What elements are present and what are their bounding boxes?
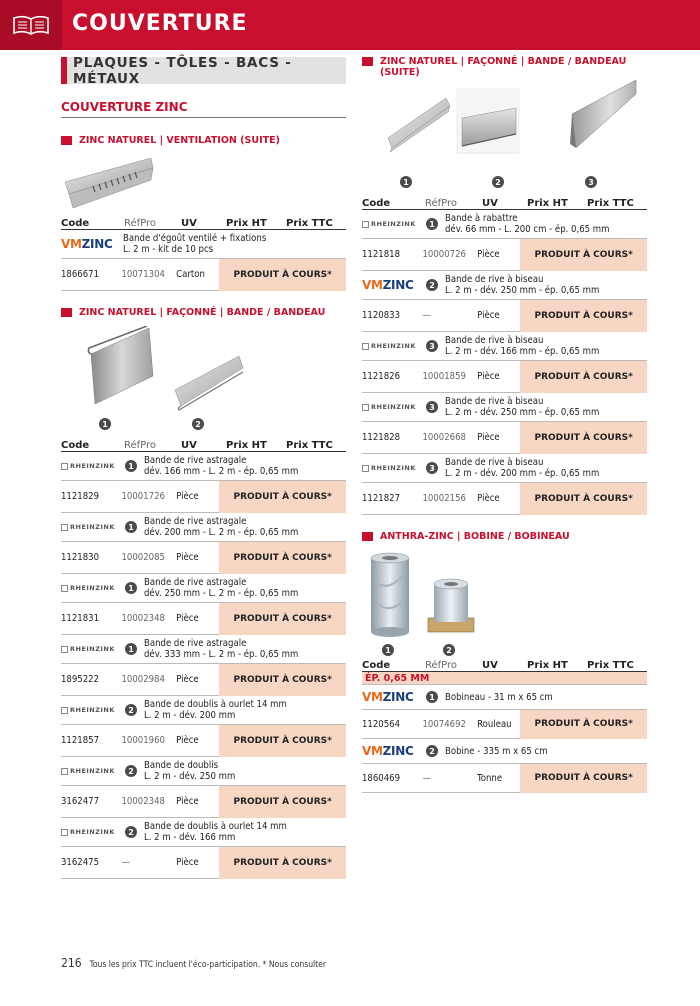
product-number-badge: 1: [125, 582, 137, 594]
header-bar: [0, 0, 700, 50]
product-description: Bande de rive à biseau L. 2 m - dév. 250 mm - ép. 0,65 mm: [445, 274, 600, 296]
right-column: [362, 56, 647, 793]
section-title-ventilation: ZINC NATUREL | VENTILATION (SUITE): [61, 135, 346, 146]
folding-strip-image: [386, 94, 452, 154]
product-code: 1895222: [61, 674, 100, 685]
price-on-request: PRODUIT À COURS*: [219, 847, 346, 879]
product-number-badge: 1: [125, 460, 137, 472]
image-number-3: 3: [585, 176, 597, 188]
product-row: [362, 454, 647, 515]
product-unit: Pièce: [176, 735, 199, 746]
category-title: PLAQUES - TÔLES - BACS - MÉTAUX: [61, 57, 346, 84]
product-row: [61, 818, 346, 879]
price-on-request: PRODUIT À COURS*: [219, 542, 346, 574]
product-ref: —: [422, 772, 432, 784]
product-number-badge: 2: [426, 745, 438, 757]
product-ref: 10002348: [121, 796, 165, 807]
brand-logo-rheinzink: RHEINZINK: [362, 210, 426, 238]
product-number-badge: 1: [426, 218, 438, 230]
product-number-badge: 3: [426, 462, 438, 474]
product-unit: Pièce: [176, 552, 199, 563]
image-number-2: 2: [443, 644, 455, 656]
thickness-label: ÉP. 0,65 MM: [362, 672, 647, 685]
product-number-badge: 2: [125, 765, 137, 777]
product-description: Bande de doublis à ourlet 14 mm L. 2 m - dév. 166 mm: [144, 821, 287, 843]
image-number-2: 2: [192, 418, 204, 430]
open-book-icon: [11, 14, 51, 36]
product-row: [362, 393, 647, 454]
product-code: 1120833: [362, 310, 401, 321]
table-header: Code RéfPro UV Prix HT Prix TTC: [362, 658, 647, 672]
product-row: [61, 513, 346, 574]
image-number-1: 1: [382, 644, 394, 656]
product-number-badge: 2: [125, 704, 137, 716]
rheinzink-logo-icon: [61, 463, 68, 470]
product-row: [362, 332, 647, 393]
brand-logo-rheinzink: RHEINZINK: [61, 574, 125, 602]
product-code: 3162477: [61, 796, 100, 807]
product-row: [362, 739, 647, 793]
product-list: [362, 685, 647, 793]
rheinzink-logo-icon: [61, 524, 68, 531]
product-row: [61, 452, 346, 513]
rheinzink-logo-icon: [61, 646, 68, 653]
rheinzink-logo-icon: [362, 465, 369, 472]
product-description: Bande à rabattre dév. 66 mm - L. 200 cm - ép. 0,65 mm: [445, 213, 610, 235]
product-code: 1860469: [362, 772, 401, 784]
image-number-2: 2: [492, 176, 504, 188]
product-code: 1120564: [362, 718, 401, 730]
zinc-coil-image: [368, 552, 412, 638]
section-title-anthra: ANTHRA-ZINC | BOBINE / BOBINEAU: [362, 531, 647, 542]
product-ref: 10001859: [422, 371, 466, 382]
brand-logo-rheinzink: RHEINZINK: [61, 452, 125, 480]
product-unit: Pièce: [176, 613, 199, 624]
image-number-1: 1: [99, 418, 111, 430]
price-on-request: PRODUIT À COURS*: [219, 725, 346, 757]
product-description: Bobine - 335 m x 65 cm: [445, 745, 548, 757]
product-list: [362, 210, 647, 515]
product-unit: Carton: [176, 269, 205, 280]
rheinzink-logo-icon: [362, 404, 369, 411]
product-code: 1121826: [362, 371, 401, 382]
product-description: Bande de rive à biseau L. 2 m - dév. 200 mm - ép. 0,65 mm: [445, 457, 600, 479]
rheinzink-logo-icon: [362, 221, 369, 228]
product-number-badge: 2: [125, 826, 137, 838]
brand-logo-rheinzink: RHEINZINK: [362, 454, 426, 482]
page-number: 216: [61, 956, 82, 970]
product-row: VMZINC Bande d'égoût ventilé + fixations L. 2 m - kit de 10 pcs 1866671 10071304 Carton PRODUIT À COURS*: [61, 230, 346, 291]
footer: [61, 956, 326, 970]
product-unit: Pièce: [477, 249, 500, 260]
product-number-badge: 3: [426, 340, 438, 352]
table-header: Code RéfPro UV Prix HT Prix TTC: [362, 196, 647, 210]
product-description: Bande de doublis à ourlet 14 mm L. 2 m - dév. 200 mm: [144, 699, 287, 721]
section-title-faconne: ZINC NATUREL | FAÇONNÉ | BANDE / BANDEAU: [61, 307, 346, 318]
drip-strip-image: [173, 354, 245, 414]
astragal-edge-strip-image: [87, 326, 157, 408]
footer-note: Tous les prix TTC incluent l'éco-participation. * Nous consulter: [89, 960, 327, 970]
price-on-request: PRODUIT À COURS*: [219, 603, 346, 635]
product-ref: —: [422, 310, 432, 321]
product-code: 3162475: [61, 857, 100, 868]
rheinzink-logo-icon: [61, 707, 68, 714]
price-on-request: PRODUIT À COURS*: [219, 786, 346, 818]
product-ref: 10002668: [422, 432, 466, 443]
product-unit: Pièce: [477, 371, 500, 382]
brand-logo-rheinzink: RHEINZINK: [61, 635, 125, 663]
price-on-request: PRODUIT À COURS*: [520, 361, 647, 393]
product-code: 1121828: [362, 432, 401, 443]
ventilation-images: [61, 146, 346, 216]
rheinzink-logo-icon: [61, 768, 68, 775]
product-code: 1121829: [61, 491, 100, 502]
header-icon-box: [0, 0, 62, 50]
product-description: Bobineau - 31 m x 65 cm: [445, 691, 553, 703]
brand-logo-vmzinc: VMZINC: [362, 690, 414, 704]
product-unit: Pièce: [176, 491, 199, 502]
product-code: 1866671: [61, 269, 100, 280]
price-on-request: PRODUIT À COURS*: [520, 764, 647, 793]
product-ref: 10002156: [422, 493, 466, 504]
product-description: Bande de rive astragale dév. 166 mm - L. 2 m - ép. 0,65 mm: [144, 455, 299, 477]
image-number-1: 1: [400, 176, 412, 188]
product-description: Bande de rive à biseau L. 2 m - dév. 166 mm - ép. 0,65 mm: [445, 335, 600, 357]
product-code: 1121831: [61, 613, 100, 624]
price-on-request: PRODUIT À COURS*: [520, 300, 647, 332]
product-unit: Pièce: [477, 310, 500, 321]
product-ref: 10002984: [121, 674, 165, 685]
product-number-badge: 1: [125, 521, 137, 533]
product-number-badge: 2: [426, 279, 438, 291]
product-number-badge: 1: [125, 643, 137, 655]
product-unit: Rouleau: [477, 718, 512, 730]
product-unit: Tonne: [477, 772, 503, 784]
zinc-small-coil-image: [426, 578, 476, 634]
product-unit: Pièce: [477, 493, 500, 504]
subcategory-title: COUVERTURE ZINC: [61, 100, 346, 118]
brand-logo-vmzinc: VMZINC: [61, 237, 113, 251]
price-on-request: PRODUIT À COURS*: [219, 481, 346, 513]
product-ref: 10074692: [422, 718, 466, 730]
brand-logo-vmzinc: VMZINC: [362, 278, 414, 292]
product-row: [362, 685, 647, 739]
product-code: 1121818: [362, 249, 401, 260]
brand-logo-vmzinc: VMZINC: [362, 744, 414, 758]
product-ref: 10002085: [121, 552, 165, 563]
brand-logo-rheinzink: RHEINZINK: [61, 818, 125, 846]
price-on-request: PRODUIT À COURS*: [520, 710, 647, 739]
brand-logo-rheinzink: RHEINZINK: [61, 757, 125, 785]
brand-logo-rheinzink: RHEINZINK: [362, 332, 426, 360]
anthra-images: [362, 542, 647, 658]
product-code: 1121830: [61, 552, 100, 563]
product-row: [61, 696, 346, 757]
product-ref: 10071304: [121, 269, 165, 280]
rheinzink-logo-icon: [61, 829, 68, 836]
bevel-edge-strip-image-rz: [568, 78, 638, 150]
product-ref: —: [121, 857, 131, 868]
product-row: [61, 635, 346, 696]
table-header: Code RéfPro UV Prix HT Prix TTC: [61, 216, 346, 230]
rheinzink-logo-icon: [61, 585, 68, 592]
product-description: Bande de rive astragale dév. 333 mm - L. 2 m - ép. 0,65 mm: [144, 638, 299, 660]
product-ref: 10000726: [422, 249, 466, 260]
price-on-request: PRODUIT À COURS*: [219, 664, 346, 696]
faconne-suite-images: [362, 78, 647, 196]
product-description: Bande de rive à biseau L. 2 m - dév. 250 mm - ép. 0,65 mm: [445, 396, 600, 418]
product-code: 1121827: [362, 493, 401, 504]
vented-eave-strip-image: [63, 154, 155, 214]
product-ref: 10001726: [121, 491, 165, 502]
product-unit: Pièce: [176, 857, 199, 868]
brand-logo-rheinzink: RHEINZINK: [362, 393, 426, 421]
price-on-request: PRODUIT À COURS*: [520, 483, 647, 515]
product-number-badge: 1: [426, 691, 438, 703]
product-ref: 10001960: [121, 735, 165, 746]
price-on-request: PRODUIT À COURS*: [219, 259, 346, 291]
product-row: [61, 757, 346, 818]
table-header: Code RéfPro UV Prix HT Prix TTC: [61, 438, 346, 452]
section-title-faconne-suite: ZINC NATUREL | FAÇONNÉ | BANDE / BANDEAU (SUITE): [362, 56, 647, 78]
brand-logo-rheinzink: RHEINZINK: [61, 513, 125, 541]
product-list: [61, 452, 346, 879]
product-row: [362, 210, 647, 271]
brand-logo-rheinzink: RHEINZINK: [61, 696, 125, 724]
faconne-images: [61, 318, 346, 438]
product-ref: 10002348: [121, 613, 165, 624]
page-title: COUVERTURE: [72, 11, 248, 36]
product-description: Bande de rive astragale dév. 250 mm - L. 2 m - ép. 0,65 mm: [144, 577, 299, 599]
left-column: [61, 55, 346, 879]
product-unit: Pièce: [176, 674, 199, 685]
product-row: [61, 574, 346, 635]
product-unit: Pièce: [477, 432, 500, 443]
product-row: [362, 271, 647, 332]
bevel-edge-strip-image-vm: [456, 88, 520, 154]
price-on-request: PRODUIT À COURS*: [520, 239, 647, 271]
rheinzink-logo-icon: [362, 343, 369, 350]
product-description: Bande de rive astragale dév. 200 mm - L. 2 m - ép. 0,65 mm: [144, 516, 299, 538]
product-description: Bande de doublis L. 2 m - dév. 250 mm: [144, 760, 236, 782]
product-number-badge: 3: [426, 401, 438, 413]
product-unit: Pièce: [176, 796, 199, 807]
product-code: 1121857: [61, 735, 100, 746]
price-on-request: PRODUIT À COURS*: [520, 422, 647, 454]
